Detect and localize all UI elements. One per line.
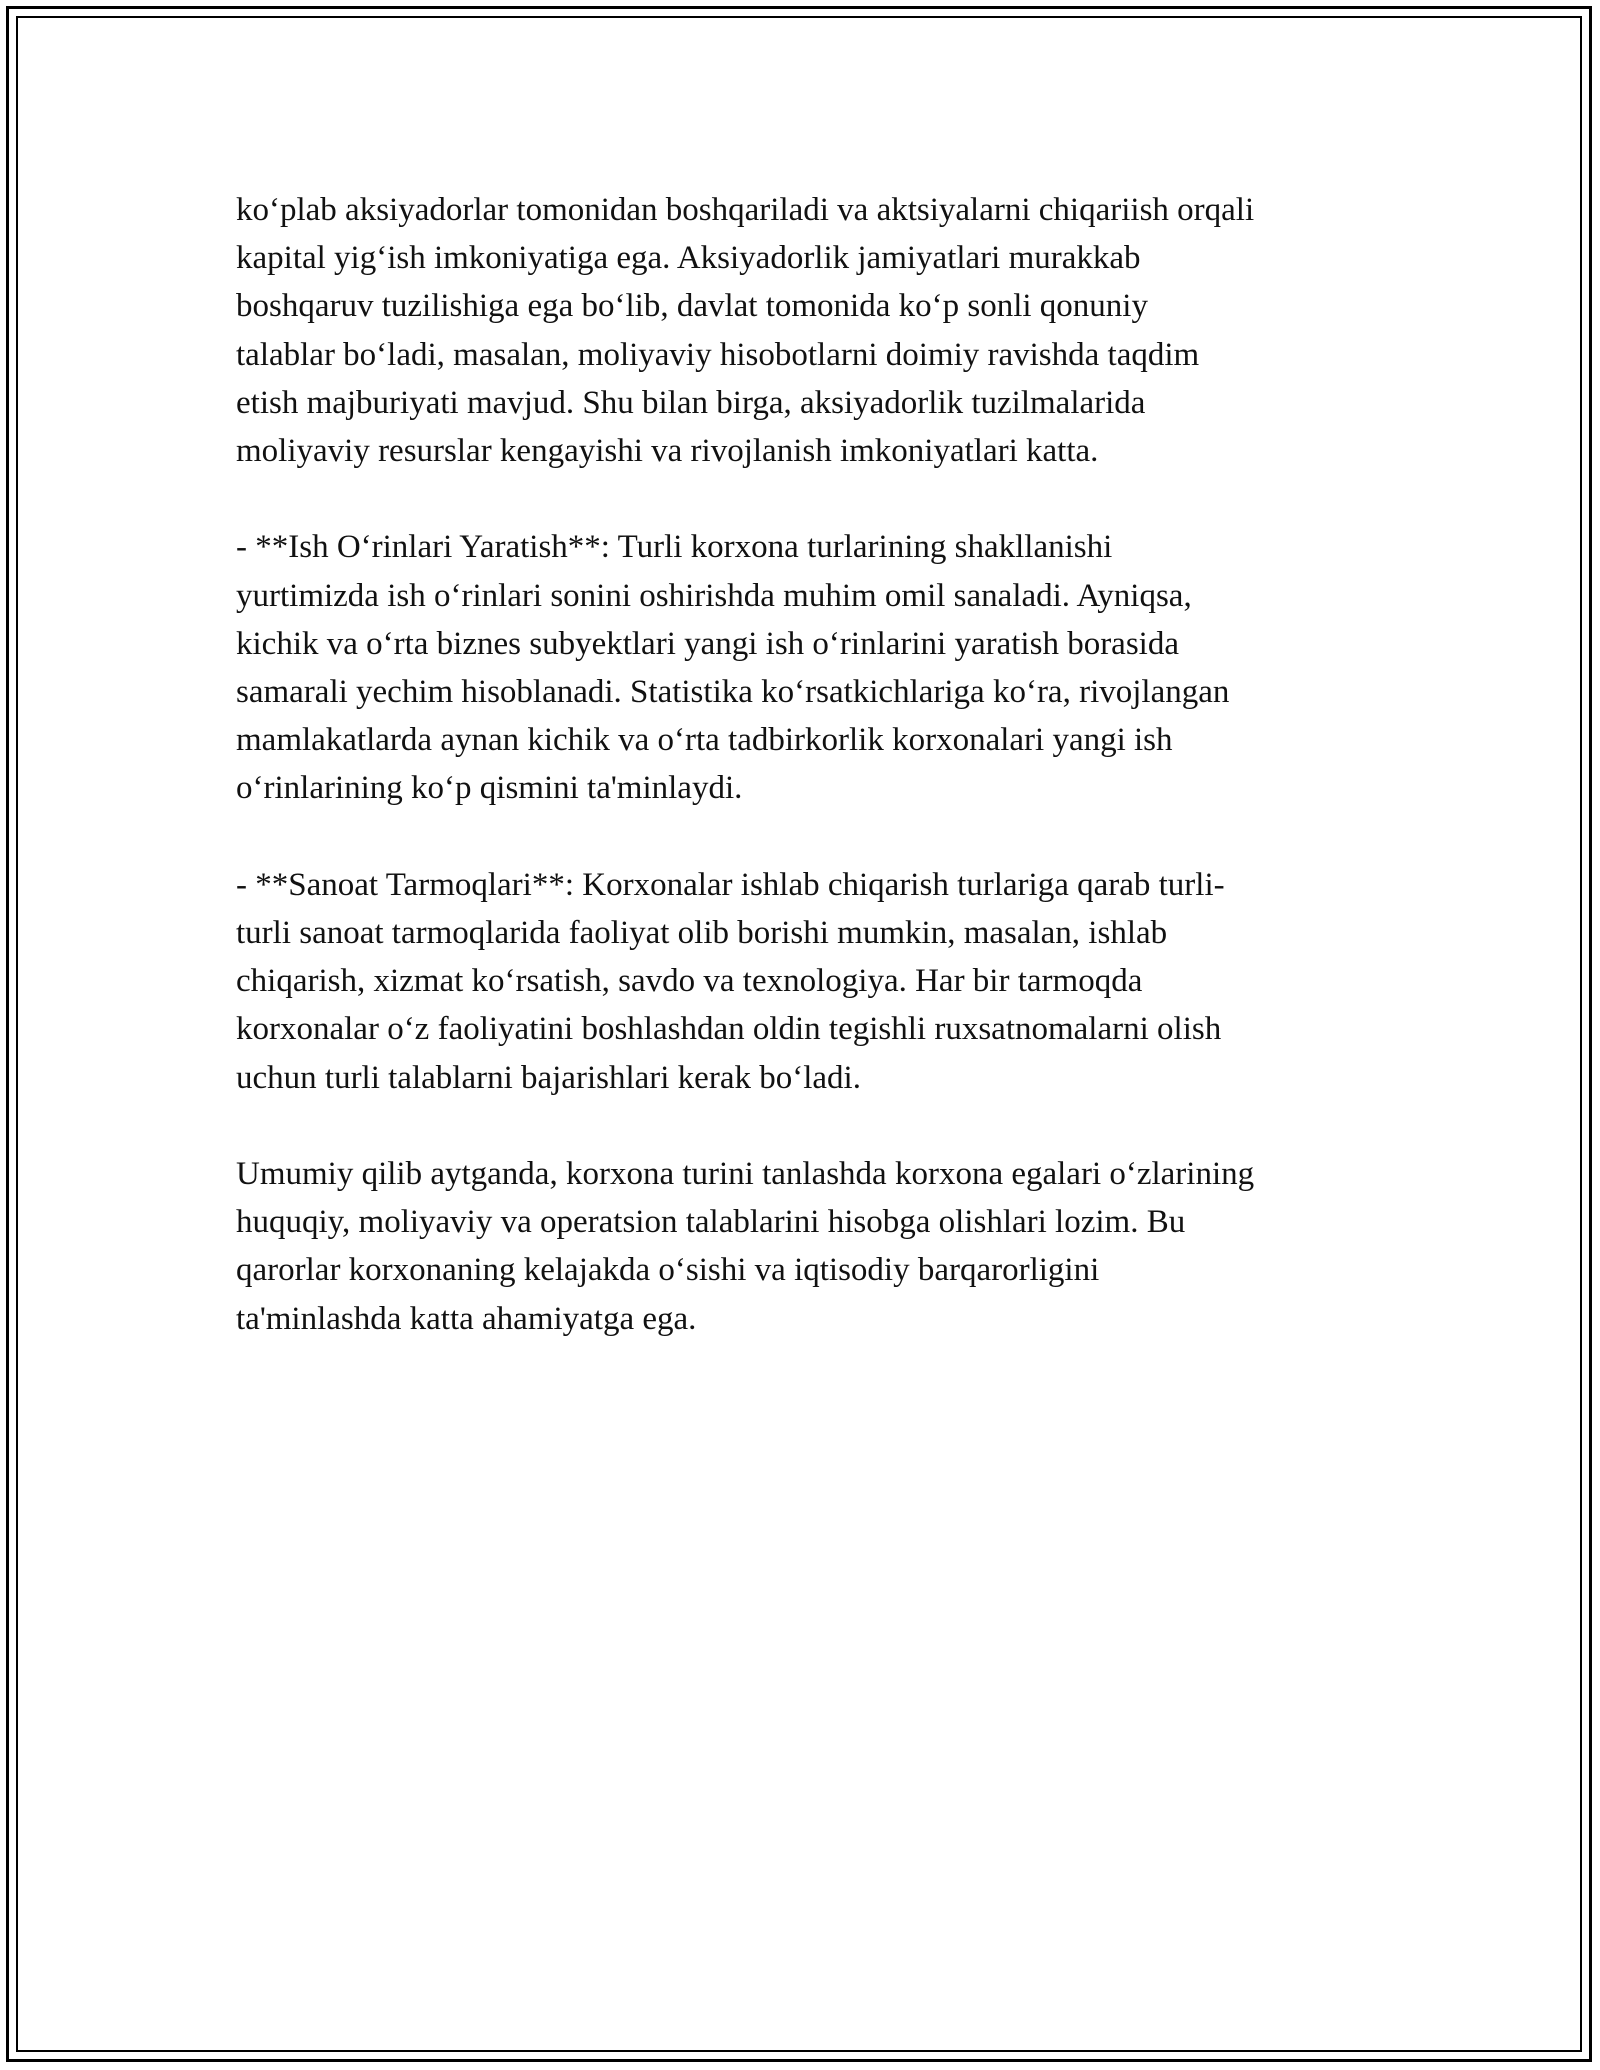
text-line: - **Sanoat Tarmoqlari**: Korxonalar ishlab chiqarish turlariga qarab turli- (236, 866, 1225, 903)
text-line: etish majburiyati mavjud. Shu bilan birga, aksiyadorlik tuzilmalarida (236, 384, 1146, 421)
text-line: mamlakatlarda aynan kichik va o‘rta tadbirkorlik korxonalari yangi ish (236, 722, 1173, 759)
text-line: ta'minlashda katta ahamiyatga ega. (236, 1300, 697, 1337)
text-line: Umumiy qilib aytganda, korxona turini tanlashda korxona egalari o‘zlarining (236, 1156, 1255, 1193)
text-line: boshqaruv tuzilishiga ega bo‘lib, davlat tomonida ko‘p sonli qonuniy (236, 288, 1148, 325)
text-line: huquqiy, moliyaviy va operatsion talablarini hisobga olishlari lozim. Bu (236, 1204, 1186, 1241)
text-line: kapital yig‘ish imkoniyatiga ega. Aksiyadorlik jamiyatlari murakkab (236, 240, 1141, 277)
text-line: chiqarish, xizmat ko‘rsatish, savdo va texnologiya. Har bir tarmoqda (236, 963, 1143, 1000)
paragraph-conclusion (236, 1150, 1386, 1343)
text-line: kichik va o‘rta biznes subyektlari yangi ish o‘rinlarini yaratish borasida (236, 625, 1179, 662)
text-line: yurtimizda ish o‘rinlari sonini oshirishda muhim omil sanaladi. Ayniqsa, (236, 577, 1192, 614)
text-line: ko‘plab aksiyadorlar tomonidan boshqariladi va aktsiyalarni chiqariish orqali (236, 192, 1255, 228)
text-line: qarorlar korxonaning kelajakda o‘sishi va iqtisodiy barqarorligini (236, 1252, 1100, 1289)
text-line: moliyaviy resurslar kengayishi va rivojlanish imkoniyatlari katta. (236, 433, 1099, 470)
text-line: samarali yechim hisoblanadi. Statistika ko‘rsatkichlariga ko‘ra, rivojlangan (236, 674, 1230, 711)
text-line: o‘rinlarining ko‘p qismini ta'minlaydi. (236, 770, 743, 807)
paragraph-job-creation (236, 523, 1386, 812)
text-line: turli sanoat tarmoqlarida faoliyat olib borishi mumkin, masalan, ishlab (236, 915, 1168, 952)
text-line: korxonalar o‘z faoliyatini boshlashdan oldin tegishli ruxsatnomalarni olish (236, 1011, 1222, 1048)
paragraph-industry-sectors (236, 861, 1386, 1102)
text-line: - **Ish O‘rinlari Yaratish**: Turli korxona turlarining shakllanishi (236, 529, 1113, 566)
document-body (236, 186, 1386, 1391)
paragraph-joint-stock-companies (236, 186, 1386, 475)
text-line: uchun turli talablarni bajarishlari kerak bo‘ladi. (236, 1059, 861, 1096)
text-line: talablar bo‘ladi, masalan, moliyaviy hisobotlarni doimiy ravishda taqdim (236, 336, 1200, 373)
